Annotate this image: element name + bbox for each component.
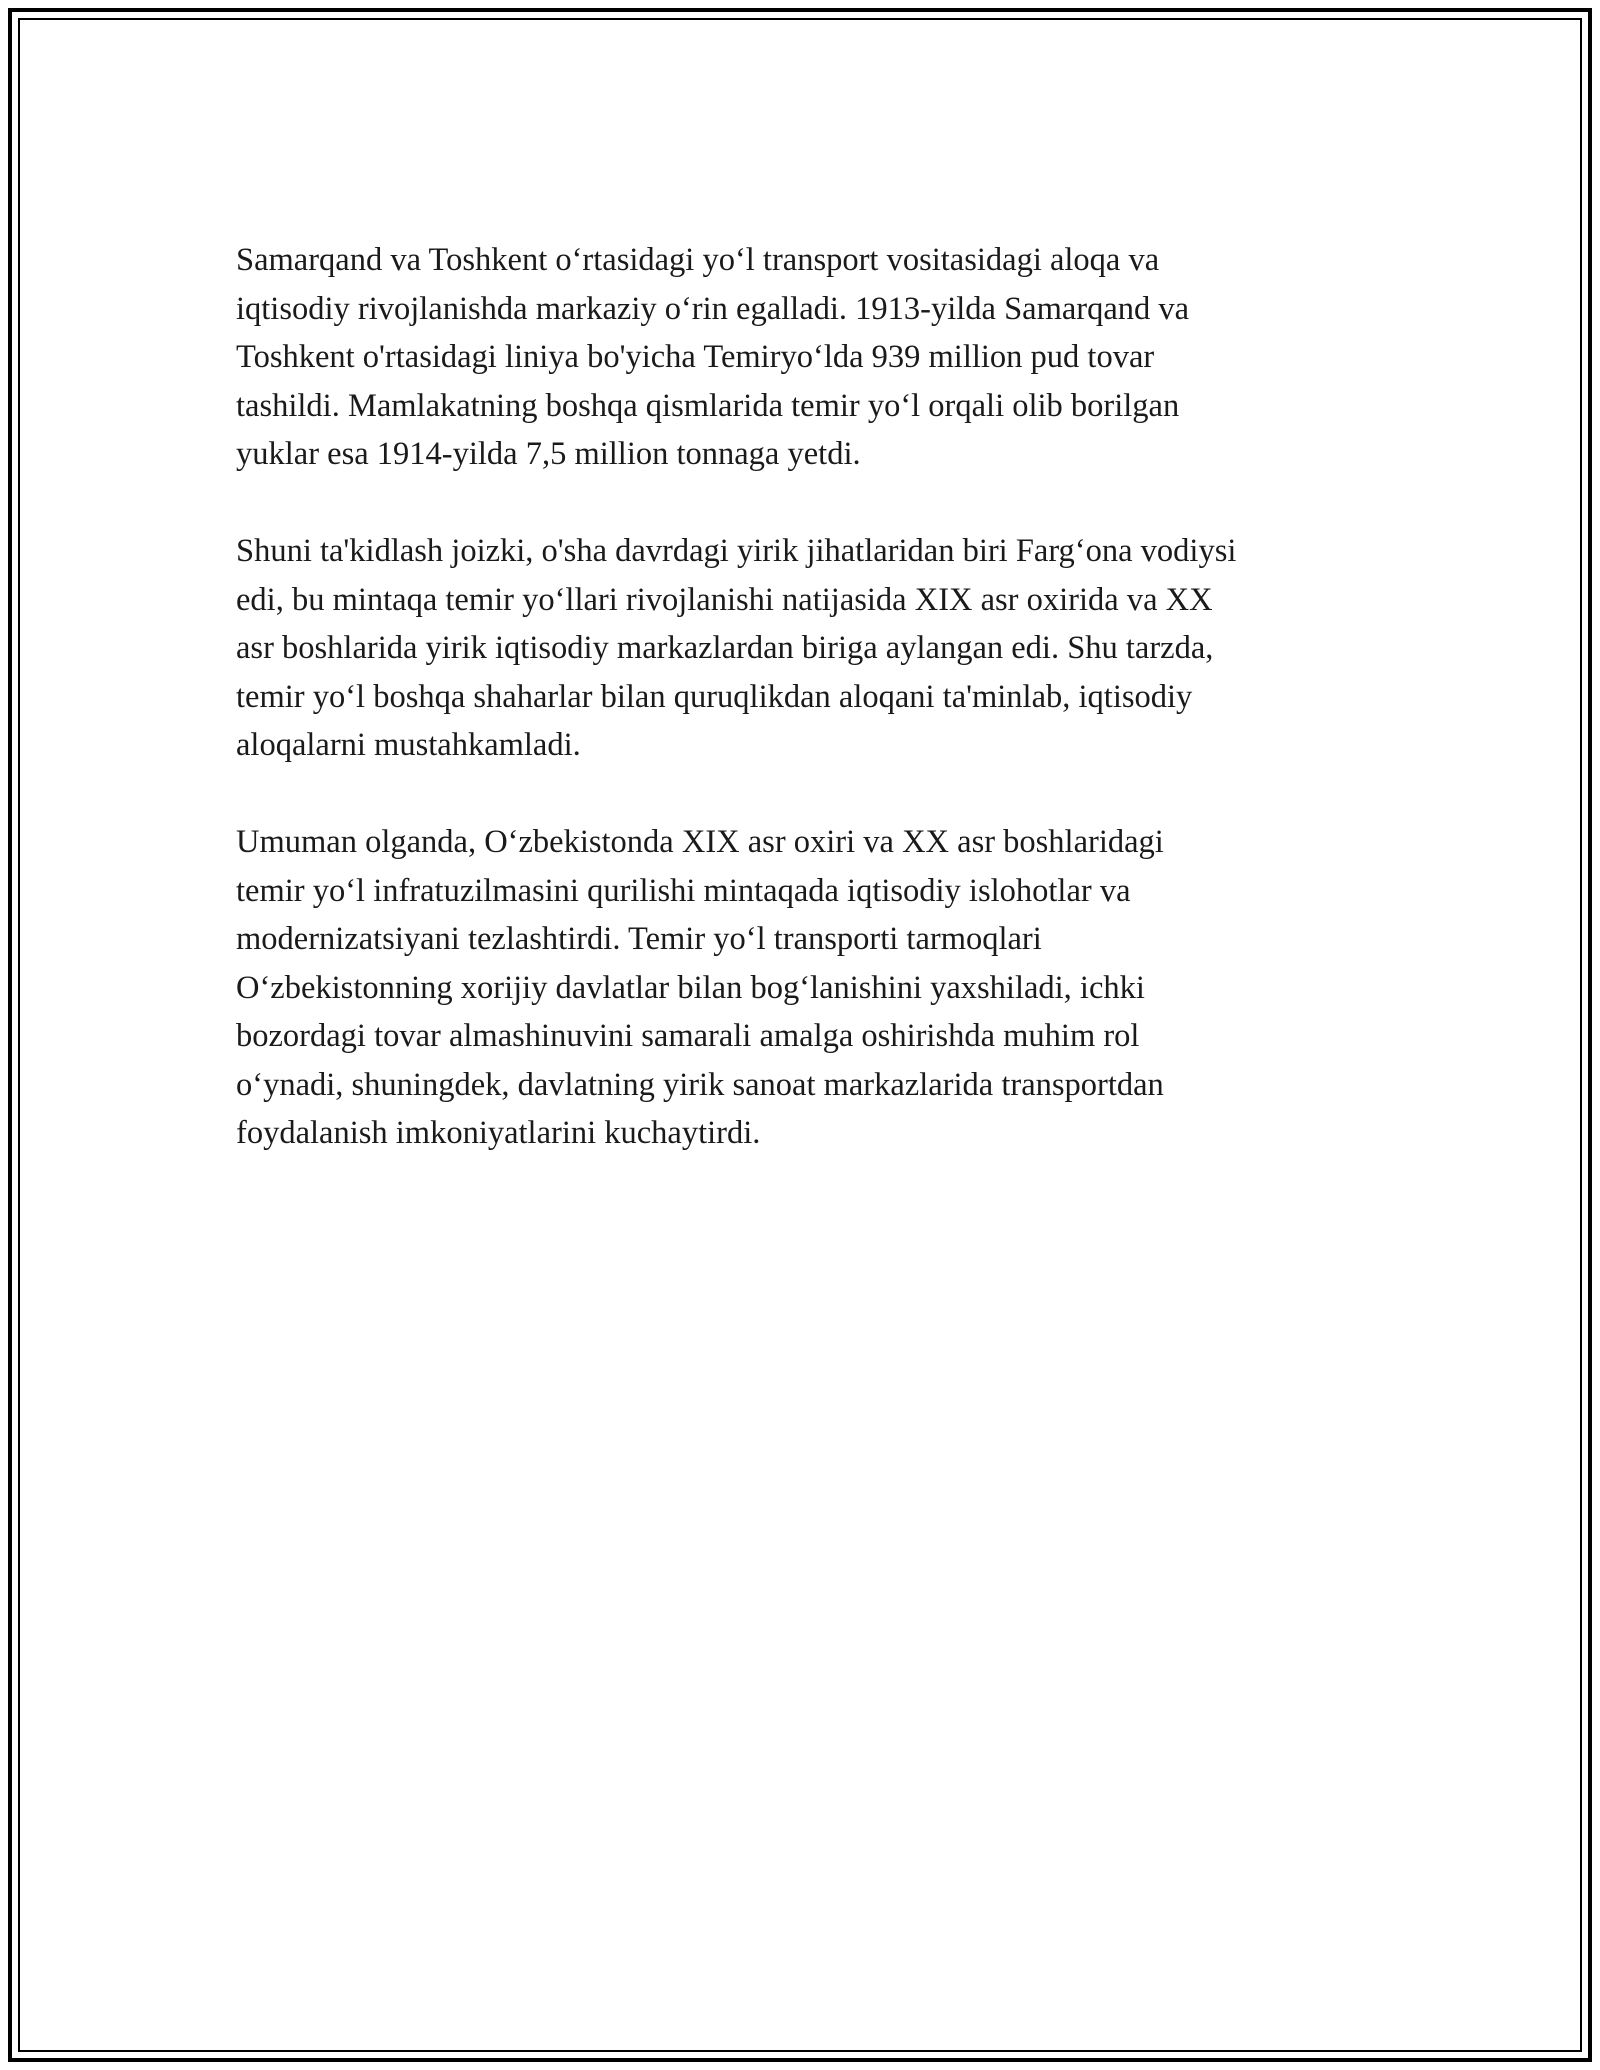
paragraph-3: Umuman olganda, O‘zbekistonda XIX asr oxiri va XX asr boshlaridagi temir yo‘l infratuzilmasini qurilishi mintaqada iqtisodiy islohotlar va modernizatsiyani tezlashtirdi. Temir yo‘l transporti tarmoqlari O‘zbekistonning xorijiy davlatlar bilan bog‘lanishini yaxshiladi, ichki bozordagi tovar almashinuvini samarali amalga oshirishda muhim rol o‘ynadi, shuningdek, davlatning yirik sanoat markazlarida transportdan foydalanish imkoniyatlarini kuchaytirdi. [236, 824, 1164, 1151]
document-body [236, 236, 1406, 1206]
paragraph-1: Samarqand va Toshkent o‘rtasidagi yo‘l transport vositasidagi aloqa va iqtisodiy rivojlanishda markaziy o‘rin egalladi. 1913-yilda Samarqand va Toshkent o'rtasidagi liniya bo'yicha Temiryo‘lda 939 million pud tovar tashildi. Mamlakatning boshqa qismlarida temir yo‘l orqali olib borilgan yuklar esa 1914-yilda 7,5 million tonnaga yetdi. [236, 242, 1190, 472]
paragraph-2: Shuni ta'kidlash joizki, o'sha davrdagi yirik jihatlaridan biri Farg‘ona vodiysi edi, bu mintaqa temir yo‘llari rivojlanishi natijasida XIX asr oxirida va XX asr boshlarida yirik iqtisodiy markazlardan biriga aylangan edi. Shu tarzda, temir yo‘l boshqa shaharlar bilan quruqlikdan aloqani ta'minlab, iqtisodiy aloqalarni mustahkamladi. [236, 533, 1237, 763]
